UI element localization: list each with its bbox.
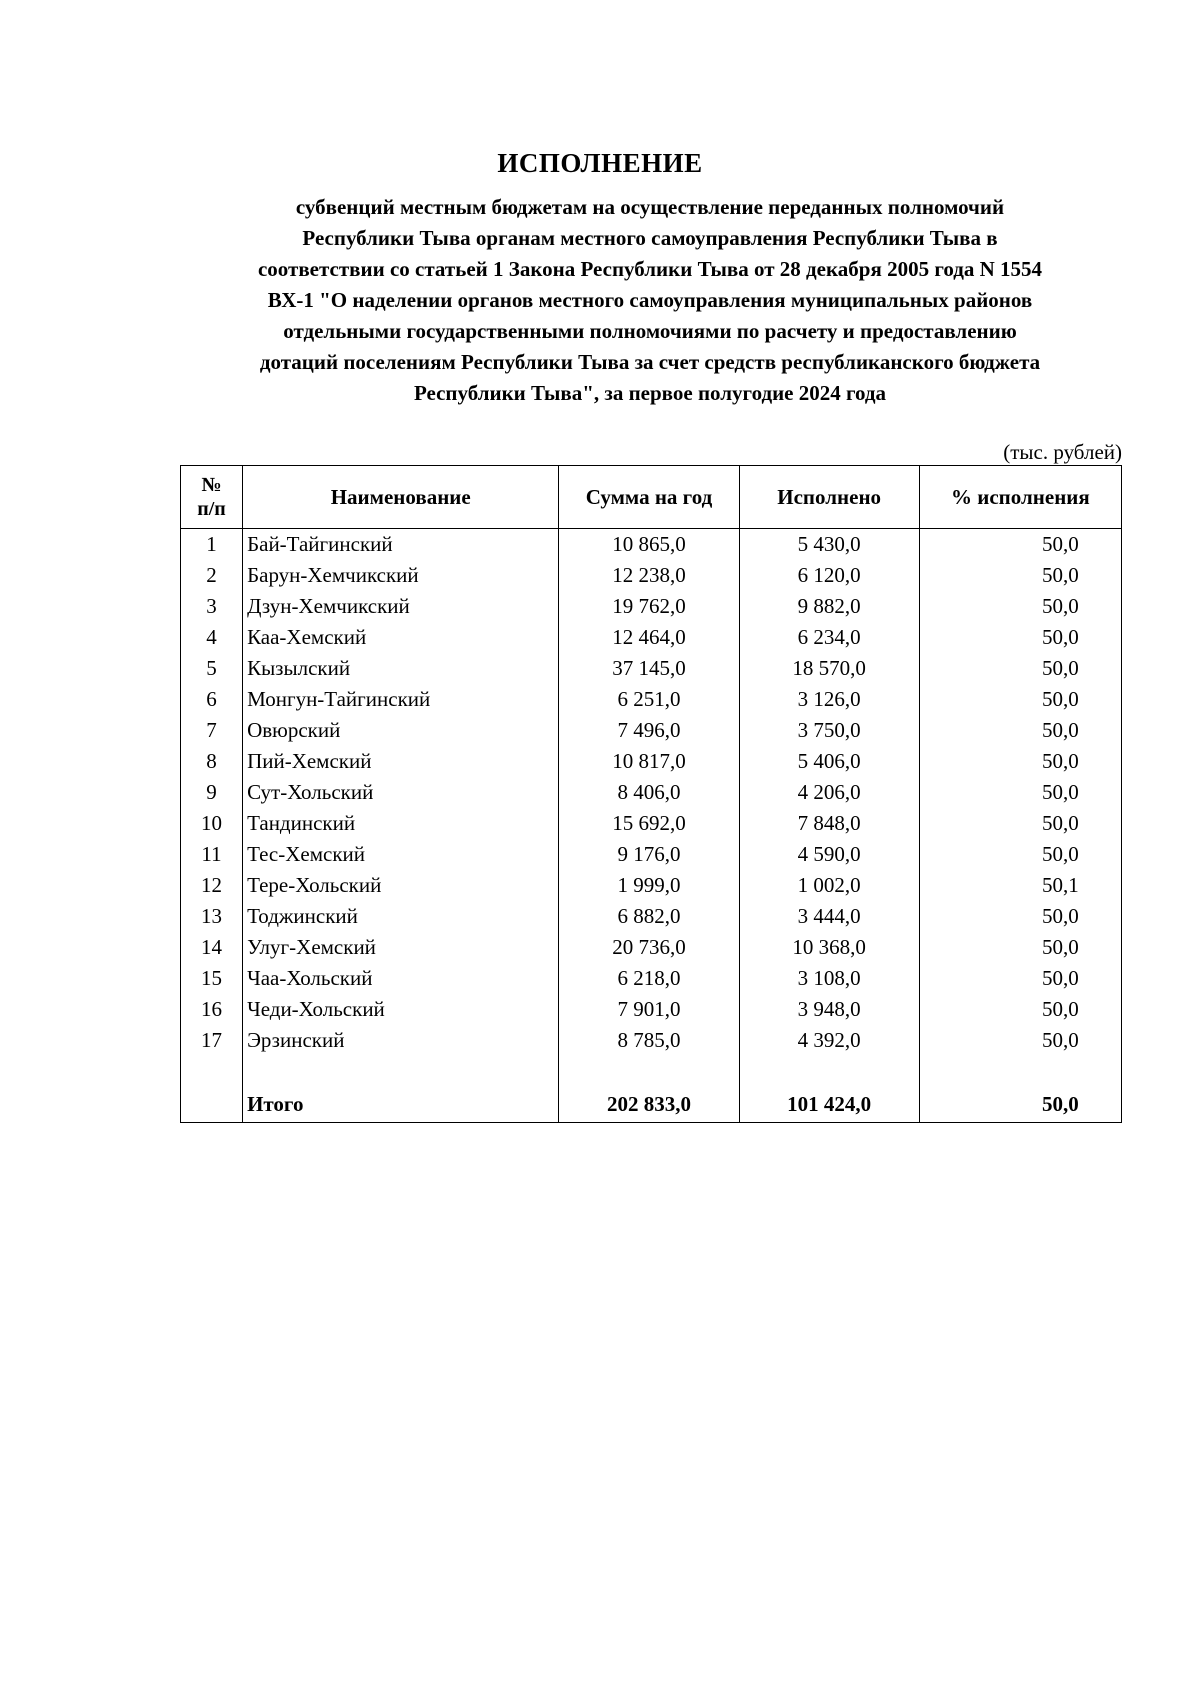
row-done: 3 948,0 — [739, 994, 919, 1025]
row-sum: 9 176,0 — [559, 839, 739, 870]
row-pct: 50,0 — [919, 529, 1121, 561]
row-pct: 50,0 — [919, 1025, 1121, 1056]
row-name: Тес-Хемский — [243, 839, 559, 870]
table-row — [181, 715, 1122, 746]
table-row — [181, 560, 1122, 591]
total-sum: 202 833,0 — [559, 1087, 739, 1123]
row-number: 13 — [181, 901, 243, 932]
table-row — [181, 591, 1122, 622]
row-done: 5 430,0 — [739, 529, 919, 561]
row-done: 7 848,0 — [739, 808, 919, 839]
table-row — [181, 684, 1122, 715]
row-done: 18 570,0 — [739, 653, 919, 684]
table-row — [181, 529, 1122, 561]
row-sum: 6 218,0 — [559, 963, 739, 994]
header-number-line2: п/п — [197, 498, 226, 520]
table-row — [181, 963, 1122, 994]
row-number: 8 — [181, 746, 243, 777]
row-name: Дзун-Хемчикский — [243, 591, 559, 622]
row-sum: 20 736,0 — [559, 932, 739, 963]
row-done: 4 392,0 — [739, 1025, 919, 1056]
row-name: Пий-Хемский — [243, 746, 559, 777]
row-number: 5 — [181, 653, 243, 684]
header-pct: % исполнения — [919, 466, 1121, 529]
table-header-row — [181, 466, 1122, 529]
row-pct: 50,0 — [919, 901, 1121, 932]
row-name: Эрзинский — [243, 1025, 559, 1056]
row-sum: 7 496,0 — [559, 715, 739, 746]
table-row — [181, 808, 1122, 839]
units-note: (тыс. рублей) — [1003, 440, 1122, 464]
row-sum: 8 406,0 — [559, 777, 739, 808]
row-number: 10 — [181, 808, 243, 839]
row-number: 7 — [181, 715, 243, 746]
row-sum: 37 145,0 — [559, 653, 739, 684]
row-pct: 50,0 — [919, 963, 1121, 994]
table-spacer-row — [181, 1056, 1122, 1087]
table-row — [181, 994, 1122, 1025]
row-done: 6 234,0 — [739, 622, 919, 653]
row-done: 3 126,0 — [739, 684, 919, 715]
row-done: 4 206,0 — [739, 777, 919, 808]
table-row — [181, 622, 1122, 653]
subtitle-line: отдельными государственными полномочиями по расчету и предоставлению — [283, 319, 1017, 343]
header-sum: Сумма на год — [559, 466, 739, 529]
row-name: Чаа-Хольский — [243, 963, 559, 994]
row-sum: 6 251,0 — [559, 684, 739, 715]
row-pct: 50,0 — [919, 994, 1121, 1025]
document-subtitle — [180, 192, 1120, 409]
row-number: 6 — [181, 684, 243, 715]
total-number-cell — [181, 1087, 243, 1123]
row-number: 1 — [181, 529, 243, 561]
row-done: 3 750,0 — [739, 715, 919, 746]
row-name: Улуг-Хемский — [243, 932, 559, 963]
subtitle-line: субвенций местным бюджетам на осуществление переданных полномочий — [295, 195, 1005, 219]
row-done: 1 002,0 — [739, 870, 919, 901]
row-done: 3 444,0 — [739, 901, 919, 932]
row-pct: 50,0 — [919, 746, 1121, 777]
row-name: Барун-Хемчикский — [243, 560, 559, 591]
row-number: 2 — [181, 560, 243, 591]
row-pct: 50,0 — [919, 808, 1121, 839]
row-number: 14 — [181, 932, 243, 963]
row-sum: 12 238,0 — [559, 560, 739, 591]
row-pct: 50,0 — [919, 932, 1121, 963]
table-row — [181, 1025, 1122, 1056]
row-done: 9 882,0 — [739, 591, 919, 622]
header-number — [181, 466, 243, 529]
subtitle-line: ВХ-1 "О наделении органов местного самоуправления муниципальных районов — [267, 288, 1033, 312]
table-row — [181, 839, 1122, 870]
subtitle-line: дотаций поселениям Республики Тыва за счет средств республиканского бюджета — [259, 350, 1041, 374]
row-name: Тандинский — [243, 808, 559, 839]
table-row — [181, 777, 1122, 808]
row-sum: 10 865,0 — [559, 529, 739, 561]
table-row — [181, 746, 1122, 777]
execution-table — [180, 465, 1122, 1123]
subtitle-line: соответствии со статьей 1 Закона Республики Тыва от 28 декабря 2005 года N 1554 — [257, 257, 1043, 281]
row-number: 12 — [181, 870, 243, 901]
row-name: Каа-Хемский — [243, 622, 559, 653]
row-name: Тоджинский — [243, 901, 559, 932]
row-name: Сут-Хольский — [243, 777, 559, 808]
row-number: 11 — [181, 839, 243, 870]
document-title: ИСПОЛНЕНИЕ — [497, 148, 703, 178]
row-number: 15 — [181, 963, 243, 994]
row-number: 4 — [181, 622, 243, 653]
row-name: Чеди-Хольский — [243, 994, 559, 1025]
row-sum: 10 817,0 — [559, 746, 739, 777]
row-pct: 50,0 — [919, 591, 1121, 622]
subtitle-line: Республики Тыва органам местного самоуправления Республики Тыва в — [302, 226, 998, 250]
row-pct: 50,0 — [919, 622, 1121, 653]
table-row — [181, 901, 1122, 932]
row-sum: 8 785,0 — [559, 1025, 739, 1056]
row-pct: 50,0 — [919, 653, 1121, 684]
row-number: 3 — [181, 591, 243, 622]
row-number: 16 — [181, 994, 243, 1025]
row-pct: 50,0 — [919, 839, 1121, 870]
total-done: 101 424,0 — [739, 1087, 919, 1123]
row-number: 17 — [181, 1025, 243, 1056]
row-sum: 19 762,0 — [559, 591, 739, 622]
table-row — [181, 870, 1122, 901]
row-name: Тере-Хольский — [243, 870, 559, 901]
table-row — [181, 932, 1122, 963]
row-pct: 50,0 — [919, 560, 1121, 591]
row-pct: 50,0 — [919, 715, 1121, 746]
row-name: Овюрский — [243, 715, 559, 746]
row-number: 9 — [181, 777, 243, 808]
row-name: Кызылский — [243, 653, 559, 684]
row-done: 3 108,0 — [739, 963, 919, 994]
row-done: 4 590,0 — [739, 839, 919, 870]
header-done: Исполнено — [739, 466, 919, 529]
total-pct: 50,0 — [919, 1087, 1121, 1123]
row-name: Монгун-Тайгинский — [243, 684, 559, 715]
row-sum: 12 464,0 — [559, 622, 739, 653]
row-pct: 50,1 — [919, 870, 1121, 901]
row-sum: 1 999,0 — [559, 870, 739, 901]
row-name: Бай-Тайгинский — [243, 529, 559, 561]
row-pct: 50,0 — [919, 777, 1121, 808]
header-number-line1: № — [201, 474, 222, 496]
header-name: Наименование — [243, 466, 559, 529]
row-sum: 15 692,0 — [559, 808, 739, 839]
row-done: 10 368,0 — [739, 932, 919, 963]
row-sum: 7 901,0 — [559, 994, 739, 1025]
row-sum: 6 882,0 — [559, 901, 739, 932]
table-total-row — [181, 1087, 1122, 1123]
row-done: 6 120,0 — [739, 560, 919, 591]
table-row — [181, 653, 1122, 684]
total-label: Итого — [243, 1087, 559, 1123]
subtitle-line: Республики Тыва", за первое полугодие 2024 года — [413, 381, 887, 405]
row-pct: 50,0 — [919, 684, 1121, 715]
row-done: 5 406,0 — [739, 746, 919, 777]
